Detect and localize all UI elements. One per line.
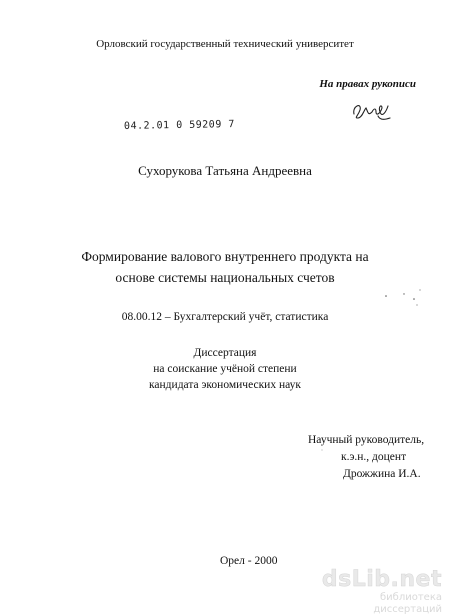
manuscript-note: На правах рукописи [319,78,416,90]
university-name: Орловский государственный технический университет [96,38,354,50]
thesis-title-line-2: основе системы национальных счетов [115,270,335,285]
supervisor-name: Дрожжина И.А. [343,468,421,480]
dissertation-block [0,345,450,393]
thesis-title-line-1: Формирование валового внутреннего продукта на [81,249,369,264]
dissertation-purpose: на соискание учёной степени [153,363,297,375]
watermark-site: dsLib.net [321,567,442,592]
registration-stamp: 04.2.01 0 59209 7 [123,119,235,132]
city-year: Орел - 2000 [220,555,278,567]
supervisor-degree: к.э.н., доцент [341,451,407,463]
dissertation-label: Диссертация [193,347,257,359]
watermark-caption: библиотека диссертаций [373,592,442,615]
author-name: Сухорукова Татьяна Андреевна [138,163,312,178]
handwritten-signature [350,96,394,124]
thesis-title [0,246,450,288]
dissertation-degree: кандидата экономических наук [149,379,301,391]
specialty-code: 08.00.12 – Бухгалтерский учёт, статистика [121,311,329,323]
supervisor-role: Научный руководитель, [308,434,425,446]
dslib-watermark [316,568,442,616]
supervisor-block [300,432,450,483]
